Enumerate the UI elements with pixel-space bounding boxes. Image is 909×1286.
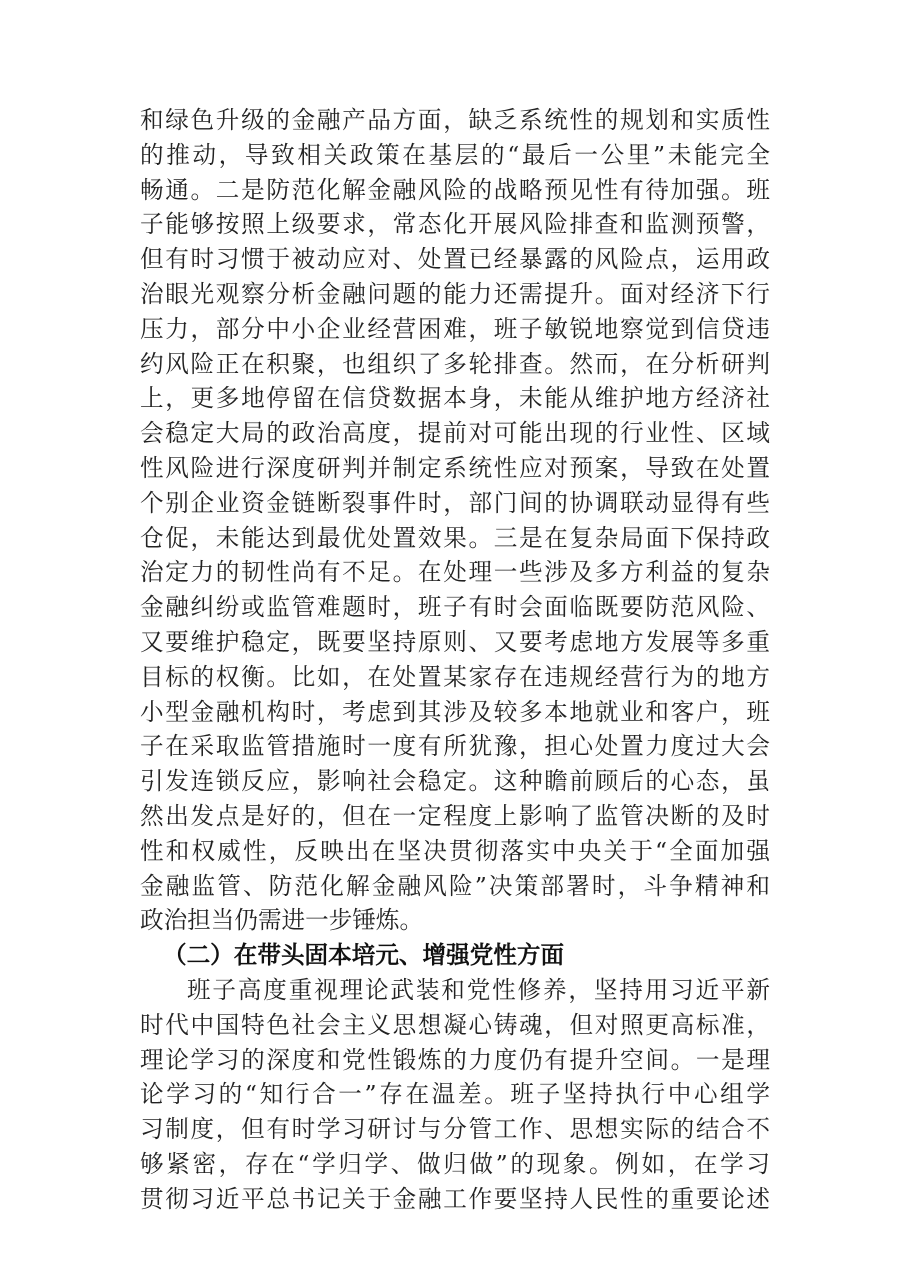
text-line: 仓促，未能达到最优处置效果。三是在复杂局面下保持政	[140, 523, 770, 552]
text-line: 习制度，但有时学习研讨与分管工作、思想实际的结合不	[140, 1115, 770, 1144]
text-line: 然出发点是好的，但在一定程度上影响了监管决断的及时	[140, 801, 770, 830]
text-line: 引发连锁反应，影响社会稳定。这种瞻前顾后的心态，虽	[140, 767, 770, 796]
body-text	[140, 103, 770, 1217]
paragraph-risk-prevention	[140, 103, 770, 938]
section-heading: （二）在带头固本培元、增强党性方面	[163, 941, 565, 970]
text-line: 的推动，导致相关政策在基层的“最后一公里”未能完全	[140, 140, 770, 169]
text-line: 班子高度重视理论武装和党性修养，坚持用习近平新	[187, 975, 770, 1004]
paragraph-party-spirit	[140, 973, 770, 1217]
text-line: 压力，部分中小企业经营困难，班子敏锐地察觉到信贷违	[140, 314, 770, 343]
text-line: 又要维护稳定，既要坚持原则、又要考虑地方发展等多重	[140, 627, 770, 656]
text-line: 够紧密，存在“学归学、做归做”的现象。例如，在学习	[140, 1149, 770, 1178]
text-line: 政治担当仍需进一步锤炼。	[140, 906, 424, 935]
text-line: 子在采取监管措施时一度有所犹豫，担心处置力度过大会	[140, 732, 770, 761]
text-line: 会稳定大局的政治高度，提前对可能出现的行业性、区域	[140, 419, 770, 448]
text-line: 和绿色升级的金融产品方面，缺乏系统性的规划和实质性	[140, 106, 770, 134]
text-line: 时代中国特色社会主义思想凝心铸魂，但对照更高标准，	[140, 1010, 770, 1039]
text-line: 论学习的“知行合一”存在温差。班子坚持执行中心组学	[140, 1080, 770, 1109]
text-line: 但有时习惯于被动应对、处置已经暴露的风险点，运用政	[140, 245, 770, 274]
text-line: 个别企业资金链断裂事件时，部门间的协调联动显得有些	[140, 488, 770, 517]
text-line: 金融纠纷或监管难题时，班子有时会面临既要防范风险、	[140, 593, 770, 622]
text-line: 治眼光观察分析金融问题的能力还需提升。面对经济下行	[140, 279, 770, 308]
text-line: 贯彻习近平总书记关于金融工作要坚持人民性的重要论述	[140, 1184, 770, 1213]
text-line: 畅通。二是防范化解金融风险的战略预见性有待加强。班	[140, 175, 770, 204]
text-line: 目标的权衡。比如，在处置某家存在违规经营行为的地方	[140, 662, 770, 691]
text-line: 小型金融机构时，考虑到其涉及较多本地就业和客户，班	[140, 697, 770, 726]
text-line: 性和权威性，反映出在坚决贯彻落实中央关于“全面加强	[140, 836, 770, 865]
text-line: 约风险正在积聚，也组织了多轮排查。然而，在分析研判	[140, 349, 770, 378]
text-line: 金融监管、防范化解金融风险”决策部署时，斗争精神和	[140, 871, 770, 900]
text-line: 子能够按照上级要求，常态化开展风险排查和监测预警，	[140, 210, 770, 239]
text-line: 理论学习的深度和党性锻炼的力度仍有提升空间。一是理	[140, 1045, 770, 1074]
text-line: 上，更多地停留在信贷数据本身，未能从维护地方经济社	[140, 384, 770, 413]
text-line: 性风险进行深度研判并制定系统性应对预案，导致在处置	[140, 453, 770, 482]
text-line: 治定力的韧性尚有不足。在处理一些涉及多方利益的复杂	[140, 558, 770, 587]
